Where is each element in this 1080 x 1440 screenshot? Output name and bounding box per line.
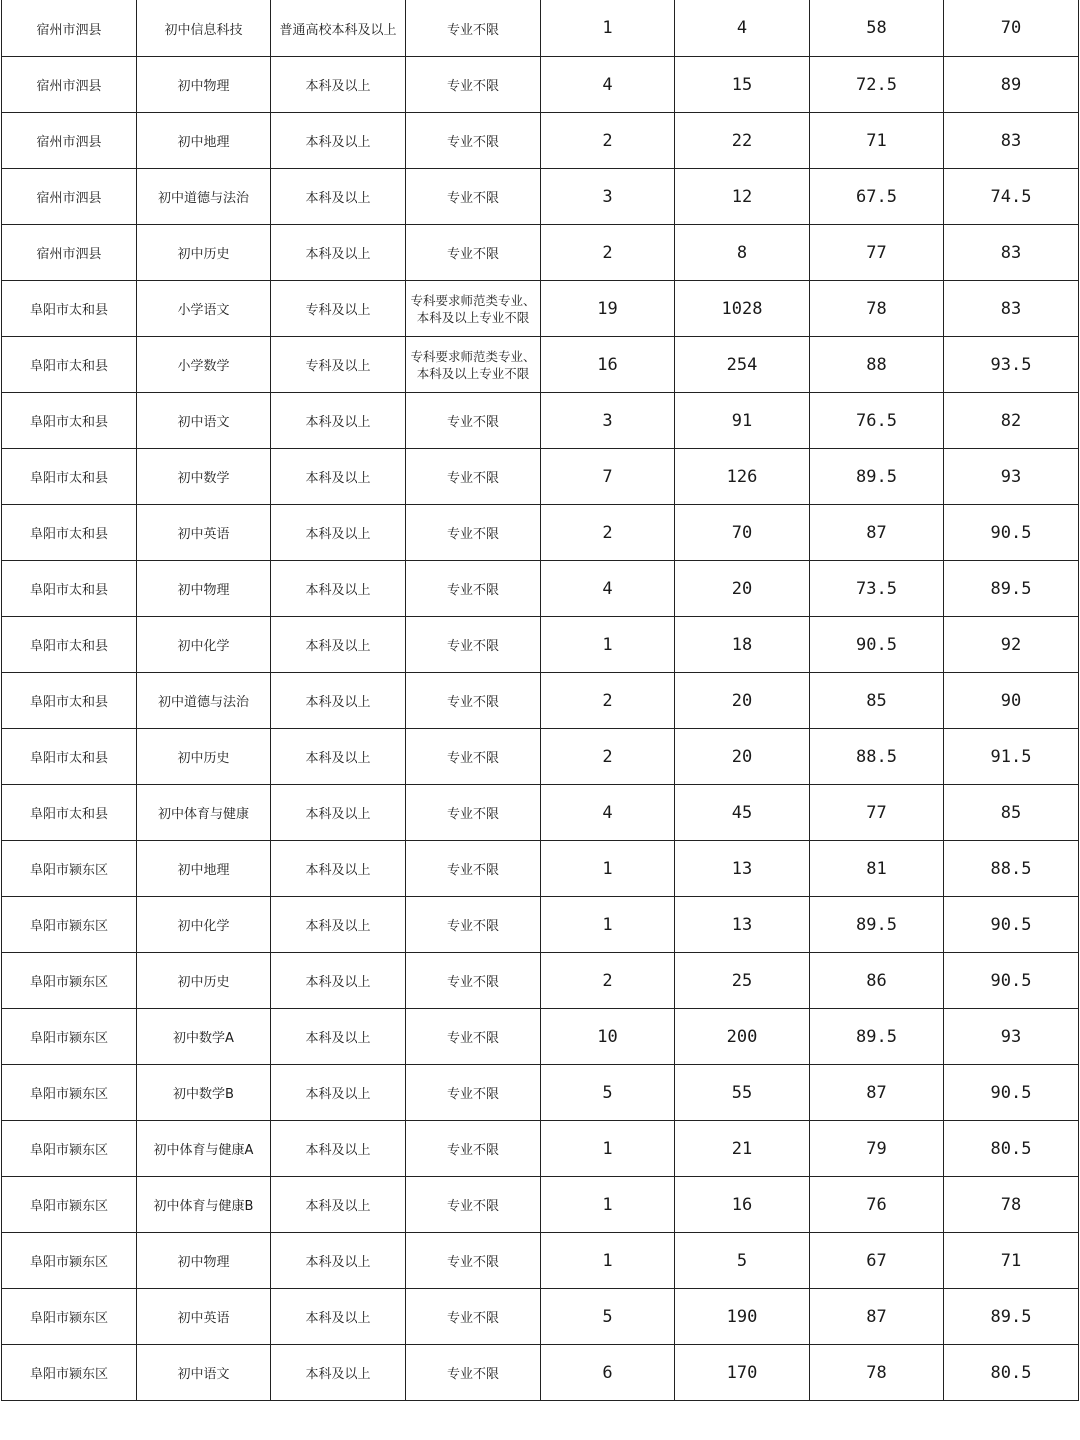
subject-cell: 初中体育与健康B xyxy=(137,1177,271,1233)
max-score-cell: 90.5 xyxy=(944,1065,1079,1121)
region-cell: 阜阳市太和县 xyxy=(2,673,137,729)
region-cell: 阜阳市太和县 xyxy=(2,337,137,393)
applicants-cell: 22 xyxy=(675,113,810,169)
applicants-cell: 13 xyxy=(675,897,810,953)
major-cell: 专科要求师范类专业、本科及以上专业不限 xyxy=(406,281,541,337)
education-cell: 本科及以上 xyxy=(271,225,406,281)
applicants-cell: 15 xyxy=(675,57,810,113)
education-cell: 本科及以上 xyxy=(271,169,406,225)
education-cell: 本科及以上 xyxy=(271,113,406,169)
subject-cell: 初中地理 xyxy=(137,113,271,169)
table-row xyxy=(2,561,1079,617)
major-cell: 专业不限 xyxy=(406,1009,541,1065)
table-row xyxy=(2,1009,1079,1065)
min-score-cell: 89.5 xyxy=(810,1009,944,1065)
subject-cell: 初中道德与法治 xyxy=(137,673,271,729)
region-cell: 阜阳市颍东区 xyxy=(2,1177,137,1233)
quota-cell: 4 xyxy=(541,561,675,617)
major-cell: 专业不限 xyxy=(406,169,541,225)
region-cell: 阜阳市太和县 xyxy=(2,617,137,673)
subject-cell: 初中英语 xyxy=(137,1289,271,1345)
quota-cell: 1 xyxy=(541,1233,675,1289)
major-cell: 专业不限 xyxy=(406,1289,541,1345)
quota-cell: 2 xyxy=(541,729,675,785)
region-cell: 阜阳市太和县 xyxy=(2,505,137,561)
quota-cell: 6 xyxy=(541,1345,675,1401)
applicants-cell: 18 xyxy=(675,617,810,673)
education-cell: 本科及以上 xyxy=(271,729,406,785)
quota-cell: 1 xyxy=(541,0,675,57)
table-row xyxy=(2,1121,1079,1177)
region-cell: 阜阳市颍东区 xyxy=(2,1345,137,1401)
max-score-cell: 90.5 xyxy=(944,897,1079,953)
min-score-cell: 78 xyxy=(810,281,944,337)
education-cell: 本科及以上 xyxy=(271,1177,406,1233)
region-cell: 阜阳市颍东区 xyxy=(2,1065,137,1121)
region-cell: 宿州市泗县 xyxy=(2,113,137,169)
region-cell: 阜阳市颍东区 xyxy=(2,953,137,1009)
table-row xyxy=(2,841,1079,897)
applicants-cell: 13 xyxy=(675,841,810,897)
major-cell: 专业不限 xyxy=(406,897,541,953)
education-cell: 本科及以上 xyxy=(271,449,406,505)
quota-cell: 1 xyxy=(541,1177,675,1233)
major-cell: 专业不限 xyxy=(406,113,541,169)
quota-cell: 2 xyxy=(541,225,675,281)
education-cell: 本科及以上 xyxy=(271,1289,406,1345)
table-row xyxy=(2,57,1079,113)
education-cell: 本科及以上 xyxy=(271,561,406,617)
applicants-cell: 20 xyxy=(675,561,810,617)
subject-cell: 初中物理 xyxy=(137,1233,271,1289)
quota-cell: 4 xyxy=(541,785,675,841)
table-row xyxy=(2,1289,1079,1345)
min-score-cell: 85 xyxy=(810,673,944,729)
education-cell: 本科及以上 xyxy=(271,1065,406,1121)
education-cell: 本科及以上 xyxy=(271,1121,406,1177)
min-score-cell: 71 xyxy=(810,113,944,169)
min-score-cell: 88 xyxy=(810,337,944,393)
education-cell: 本科及以上 xyxy=(271,673,406,729)
education-cell: 本科及以上 xyxy=(271,953,406,1009)
applicants-cell: 170 xyxy=(675,1345,810,1401)
table-row xyxy=(2,1233,1079,1289)
table-row xyxy=(2,1065,1079,1121)
max-score-cell: 85 xyxy=(944,785,1079,841)
table-row xyxy=(2,953,1079,1009)
major-cell: 专业不限 xyxy=(406,1233,541,1289)
major-cell: 专业不限 xyxy=(406,1121,541,1177)
subject-cell: 小学语文 xyxy=(137,281,271,337)
region-cell: 阜阳市太和县 xyxy=(2,729,137,785)
table-row xyxy=(2,729,1079,785)
subject-cell: 初中英语 xyxy=(137,505,271,561)
region-cell: 阜阳市颍东区 xyxy=(2,841,137,897)
quota-cell: 1 xyxy=(541,841,675,897)
max-score-cell: 93 xyxy=(944,1009,1079,1065)
applicants-cell: 91 xyxy=(675,393,810,449)
applicants-cell: 254 xyxy=(675,337,810,393)
subject-cell: 初中物理 xyxy=(137,561,271,617)
min-score-cell: 87 xyxy=(810,505,944,561)
education-cell: 本科及以上 xyxy=(271,897,406,953)
subject-cell: 初中历史 xyxy=(137,729,271,785)
quota-cell: 3 xyxy=(541,393,675,449)
subject-cell: 初中语文 xyxy=(137,393,271,449)
max-score-cell: 80.5 xyxy=(944,1121,1079,1177)
major-cell: 专业不限 xyxy=(406,841,541,897)
applicants-cell: 190 xyxy=(675,1289,810,1345)
major-cell: 专业不限 xyxy=(406,57,541,113)
region-cell: 宿州市泗县 xyxy=(2,169,137,225)
min-score-cell: 86 xyxy=(810,953,944,1009)
table-row xyxy=(2,113,1079,169)
education-cell: 专科及以上 xyxy=(271,281,406,337)
subject-cell: 初中历史 xyxy=(137,225,271,281)
min-score-cell: 58 xyxy=(810,0,944,57)
quota-cell: 3 xyxy=(541,169,675,225)
subject-cell: 初中物理 xyxy=(137,57,271,113)
min-score-cell: 76.5 xyxy=(810,393,944,449)
applicants-cell: 25 xyxy=(675,953,810,1009)
quota-cell: 5 xyxy=(541,1289,675,1345)
min-score-cell: 89.5 xyxy=(810,449,944,505)
table-row xyxy=(2,505,1079,561)
applicants-cell: 4 xyxy=(675,0,810,57)
max-score-cell: 89.5 xyxy=(944,1289,1079,1345)
subject-cell: 初中道德与法治 xyxy=(137,169,271,225)
education-cell: 本科及以上 xyxy=(271,785,406,841)
subject-cell: 初中数学A xyxy=(137,1009,271,1065)
min-score-cell: 89.5 xyxy=(810,897,944,953)
table-row xyxy=(2,393,1079,449)
applicants-cell: 126 xyxy=(675,449,810,505)
applicants-cell: 70 xyxy=(675,505,810,561)
major-cell: 专业不限 xyxy=(406,561,541,617)
region-cell: 阜阳市太和县 xyxy=(2,281,137,337)
applicants-cell: 21 xyxy=(675,1121,810,1177)
max-score-cell: 82 xyxy=(944,393,1079,449)
major-cell: 专业不限 xyxy=(406,449,541,505)
max-score-cell: 90 xyxy=(944,673,1079,729)
education-cell: 普通高校本科及以上 xyxy=(271,0,406,57)
max-score-cell: 78 xyxy=(944,1177,1079,1233)
region-cell: 阜阳市颍东区 xyxy=(2,897,137,953)
subject-cell: 初中体育与健康A xyxy=(137,1121,271,1177)
table-body xyxy=(2,0,1079,1401)
max-score-cell: 89.5 xyxy=(944,561,1079,617)
education-cell: 本科及以上 xyxy=(271,617,406,673)
region-cell: 阜阳市太和县 xyxy=(2,561,137,617)
major-cell: 专业不限 xyxy=(406,673,541,729)
major-cell: 专业不限 xyxy=(406,729,541,785)
major-cell: 专业不限 xyxy=(406,617,541,673)
min-score-cell: 67 xyxy=(810,1233,944,1289)
quota-cell: 5 xyxy=(541,1065,675,1121)
region-cell: 宿州市泗县 xyxy=(2,225,137,281)
max-score-cell: 93.5 xyxy=(944,337,1079,393)
min-score-cell: 77 xyxy=(810,785,944,841)
quota-cell: 7 xyxy=(541,449,675,505)
max-score-cell: 70 xyxy=(944,0,1079,57)
subject-cell: 初中数学 xyxy=(137,449,271,505)
min-score-cell: 76 xyxy=(810,1177,944,1233)
subject-cell: 初中化学 xyxy=(137,617,271,673)
quota-cell: 2 xyxy=(541,505,675,561)
applicants-cell: 45 xyxy=(675,785,810,841)
quota-cell: 19 xyxy=(541,281,675,337)
min-score-cell: 87 xyxy=(810,1065,944,1121)
min-score-cell: 72.5 xyxy=(810,57,944,113)
subject-cell: 初中信息科技 xyxy=(137,0,271,57)
max-score-cell: 90.5 xyxy=(944,505,1079,561)
education-cell: 本科及以上 xyxy=(271,1009,406,1065)
education-cell: 本科及以上 xyxy=(271,57,406,113)
education-cell: 本科及以上 xyxy=(271,393,406,449)
major-cell: 专业不限 xyxy=(406,225,541,281)
applicants-cell: 16 xyxy=(675,1177,810,1233)
table-row xyxy=(2,897,1079,953)
subject-cell: 初中地理 xyxy=(137,841,271,897)
quota-cell: 2 xyxy=(541,953,675,1009)
applicants-cell: 200 xyxy=(675,1009,810,1065)
max-score-cell: 83 xyxy=(944,225,1079,281)
region-cell: 宿州市泗县 xyxy=(2,57,137,113)
applicants-cell: 12 xyxy=(675,169,810,225)
region-cell: 阜阳市颍东区 xyxy=(2,1121,137,1177)
max-score-cell: 71 xyxy=(944,1233,1079,1289)
quota-cell: 4 xyxy=(541,57,675,113)
table-row xyxy=(2,1177,1079,1233)
major-cell: 专业不限 xyxy=(406,785,541,841)
subject-cell: 小学数学 xyxy=(137,337,271,393)
quota-cell: 16 xyxy=(541,337,675,393)
region-cell: 宿州市泗县 xyxy=(2,0,137,57)
subject-cell: 初中数学B xyxy=(137,1065,271,1121)
max-score-cell: 93 xyxy=(944,449,1079,505)
major-cell: 专业不限 xyxy=(406,953,541,1009)
education-cell: 本科及以上 xyxy=(271,505,406,561)
major-cell: 专业不限 xyxy=(406,393,541,449)
max-score-cell: 83 xyxy=(944,113,1079,169)
quota-cell: 2 xyxy=(541,113,675,169)
applicants-cell: 5 xyxy=(675,1233,810,1289)
quota-cell: 1 xyxy=(541,1121,675,1177)
major-cell: 专业不限 xyxy=(406,1065,541,1121)
table-row xyxy=(2,169,1079,225)
min-score-cell: 81 xyxy=(810,841,944,897)
education-cell: 本科及以上 xyxy=(271,1345,406,1401)
education-cell: 专科及以上 xyxy=(271,337,406,393)
table-row xyxy=(2,225,1079,281)
table-row xyxy=(2,337,1079,393)
region-cell: 阜阳市颍东区 xyxy=(2,1233,137,1289)
education-cell: 本科及以上 xyxy=(271,1233,406,1289)
table-row xyxy=(2,1345,1079,1401)
quota-cell: 10 xyxy=(541,1009,675,1065)
max-score-cell: 90.5 xyxy=(944,953,1079,1009)
table-row xyxy=(2,673,1079,729)
major-cell: 专业不限 xyxy=(406,1345,541,1401)
major-cell: 专科要求师范类专业、本科及以上专业不限 xyxy=(406,337,541,393)
table-row xyxy=(2,281,1079,337)
region-cell: 阜阳市颍东区 xyxy=(2,1289,137,1345)
table-row xyxy=(2,0,1079,57)
min-score-cell: 78 xyxy=(810,1345,944,1401)
max-score-cell: 83 xyxy=(944,281,1079,337)
max-score-cell: 88.5 xyxy=(944,841,1079,897)
applicants-cell: 1028 xyxy=(675,281,810,337)
min-score-cell: 73.5 xyxy=(810,561,944,617)
recruitment-score-table xyxy=(1,0,1079,1401)
max-score-cell: 74.5 xyxy=(944,169,1079,225)
applicants-cell: 20 xyxy=(675,729,810,785)
region-cell: 阜阳市太和县 xyxy=(2,785,137,841)
region-cell: 阜阳市太和县 xyxy=(2,449,137,505)
min-score-cell: 67.5 xyxy=(810,169,944,225)
quota-cell: 2 xyxy=(541,673,675,729)
min-score-cell: 88.5 xyxy=(810,729,944,785)
major-cell: 专业不限 xyxy=(406,0,541,57)
max-score-cell: 91.5 xyxy=(944,729,1079,785)
max-score-cell: 89 xyxy=(944,57,1079,113)
table-row xyxy=(2,617,1079,673)
major-cell: 专业不限 xyxy=(406,1177,541,1233)
min-score-cell: 77 xyxy=(810,225,944,281)
min-score-cell: 79 xyxy=(810,1121,944,1177)
table-row xyxy=(2,449,1079,505)
subject-cell: 初中化学 xyxy=(137,897,271,953)
min-score-cell: 90.5 xyxy=(810,617,944,673)
applicants-cell: 55 xyxy=(675,1065,810,1121)
max-score-cell: 92 xyxy=(944,617,1079,673)
subject-cell: 初中历史 xyxy=(137,953,271,1009)
max-score-cell: 80.5 xyxy=(944,1345,1079,1401)
subject-cell: 初中体育与健康 xyxy=(137,785,271,841)
education-cell: 本科及以上 xyxy=(271,841,406,897)
quota-cell: 1 xyxy=(541,897,675,953)
applicants-cell: 8 xyxy=(675,225,810,281)
region-cell: 阜阳市颍东区 xyxy=(2,1009,137,1065)
quota-cell: 1 xyxy=(541,617,675,673)
min-score-cell: 87 xyxy=(810,1289,944,1345)
major-cell: 专业不限 xyxy=(406,505,541,561)
table-row xyxy=(2,785,1079,841)
subject-cell: 初中语文 xyxy=(137,1345,271,1401)
applicants-cell: 20 xyxy=(675,673,810,729)
region-cell: 阜阳市太和县 xyxy=(2,393,137,449)
